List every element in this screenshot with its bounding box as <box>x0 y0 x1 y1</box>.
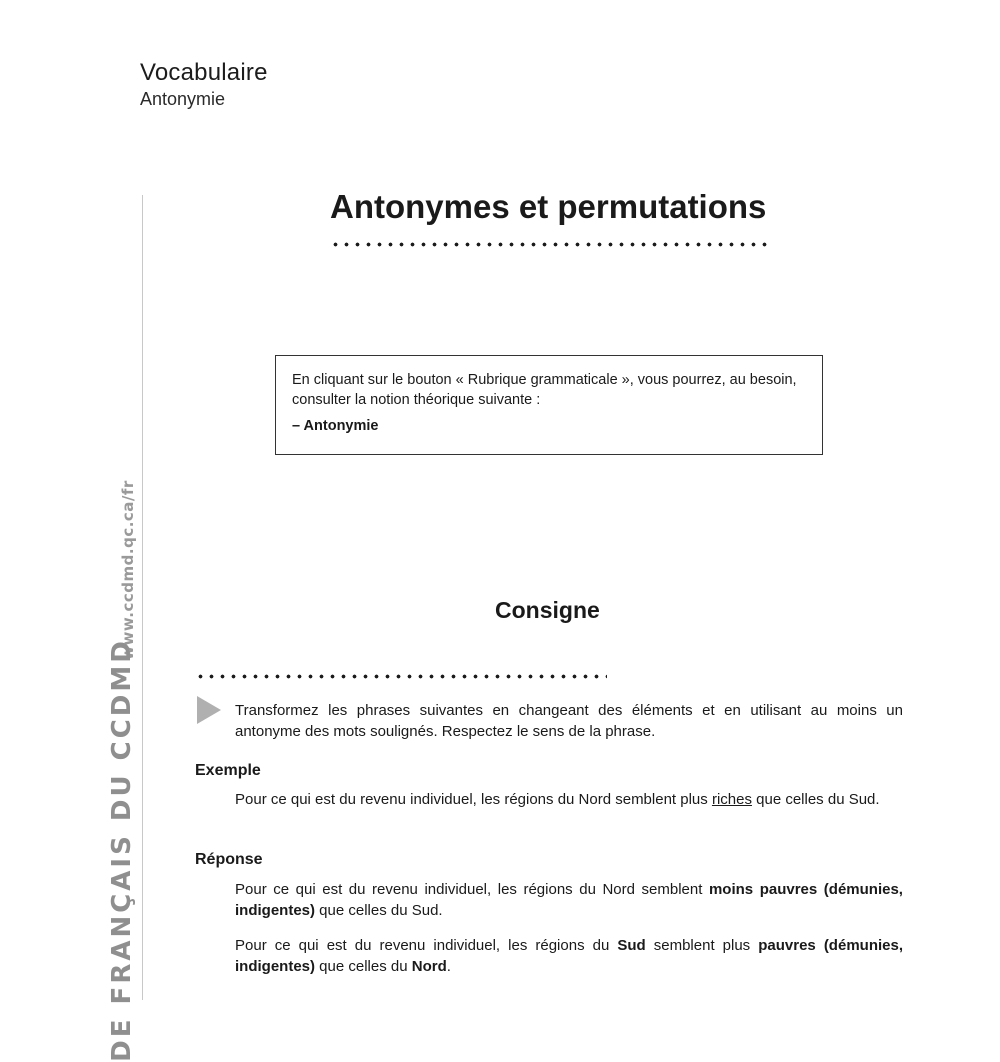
page-header <box>140 58 268 110</box>
info-box-item: – Antonymie <box>292 418 379 434</box>
answer2-part3: que celles du <box>315 958 412 975</box>
consigne-instruction: Transformez les phrases suivantes en changeant des éléments et en utilisant au moins un antonyme des mots soulignés. Respectez le sens de la phrase. <box>235 702 903 740</box>
reponse-answer-1 <box>235 879 903 921</box>
reponse-label: Réponse <box>195 851 263 868</box>
answer2-part1: Pour ce qui est du revenu individuel, les régions du <box>235 937 618 954</box>
info-box <box>275 355 823 455</box>
answer1-after: que celles du Sud. <box>315 902 443 919</box>
page-title: Antonymes et permutations <box>330 188 767 225</box>
exemple-text <box>235 789 903 810</box>
answer1-before: Pour ce qui est du revenu individuel, les régions du Nord semblent <box>235 881 709 898</box>
sidebar-url: www.ccdmd.qc.ca/fr <box>119 480 137 660</box>
subsection-title: Antonymie <box>140 89 226 109</box>
sidebar-brand: DE FRANÇAIS DU CCDMD <box>107 638 137 1062</box>
answer2-part2: semblent plus <box>645 937 759 954</box>
exemple-text-before: Pour ce qui est du revenu individuel, les régions du Nord semblent plus <box>235 791 712 808</box>
margin-rule <box>142 195 143 1000</box>
title-dotted-rule <box>330 242 770 247</box>
exemple-underlined-word: riches <box>711 791 752 808</box>
answer2-part4: . <box>446 958 451 975</box>
consigne-dotted-rule <box>195 674 607 679</box>
section-title: Vocabulaire <box>140 59 268 86</box>
consigne-heading: Consigne <box>495 597 600 623</box>
reponse-answer-2 <box>235 935 903 977</box>
info-box-text: En cliquant sur le bouton « Rubrique grammaticale », vous pourrez, au besoin, consulter la notion théorique suivante : <box>292 372 797 408</box>
answer1-bold: moins pauvres (démunies, indigentes) <box>235 881 903 919</box>
play-arrow-icon <box>197 696 221 724</box>
answer2-bold2: pauvres (démunies, indigentes) <box>235 937 903 975</box>
answer2-bold3: Nord <box>411 958 447 975</box>
exemple-label: Exemple <box>195 762 261 779</box>
answer2-bold1: Sud <box>617 937 646 954</box>
exemple-text-after: que celles du Sud. <box>751 791 880 808</box>
